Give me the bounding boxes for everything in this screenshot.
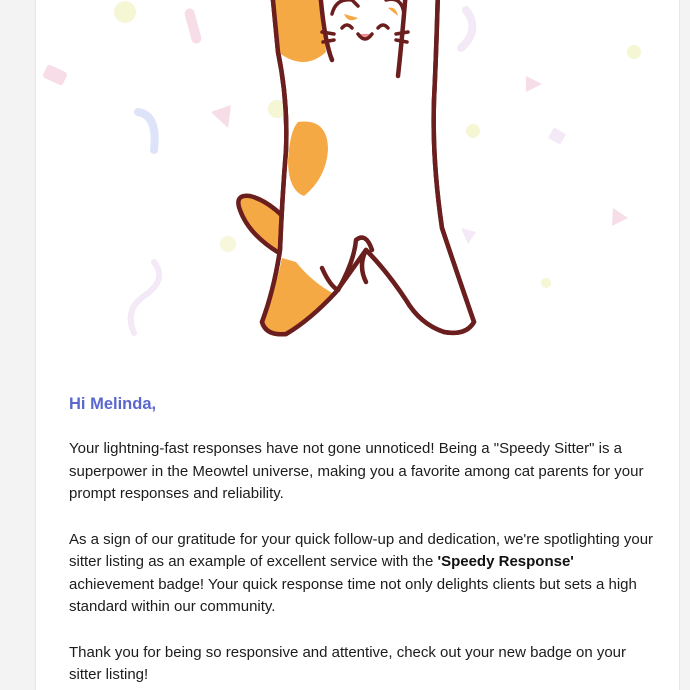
- paragraph-gratitude: [69, 529, 654, 619]
- paragraph-gratitude-tail: achievement badge! Your quick response time not only delights clients but sets a high standard within our community.: [69, 575, 637, 615]
- paragraph-gratitude-lead: As a sign of our gratitude for your quick follow-up and dedication, we're spotlighting your sitter listing as an example of excellent service with the: [69, 530, 654, 570]
- cat-figure: [238, 0, 474, 334]
- celebrating-cat-illustration: [36, 0, 681, 360]
- greeting-heading: Hi Melinda,: [69, 395, 157, 413]
- email-body: [35, 0, 680, 690]
- paragraph-speedy-sitter: Your lightning-fast responses have not gone unnoticed! Being a "Speedy Sitter" is a superpower in the Meowtel universe, making you a favorite among cat parents for your prompt responses and reliability.: [69, 440, 644, 502]
- speedy-response-badge-name: 'Speedy Response': [437, 553, 574, 570]
- paragraph-thank-you: Thank you for being so responsive and attentive, check out your new badge on your sitter listing!: [69, 643, 627, 683]
- email-message: [69, 392, 654, 690]
